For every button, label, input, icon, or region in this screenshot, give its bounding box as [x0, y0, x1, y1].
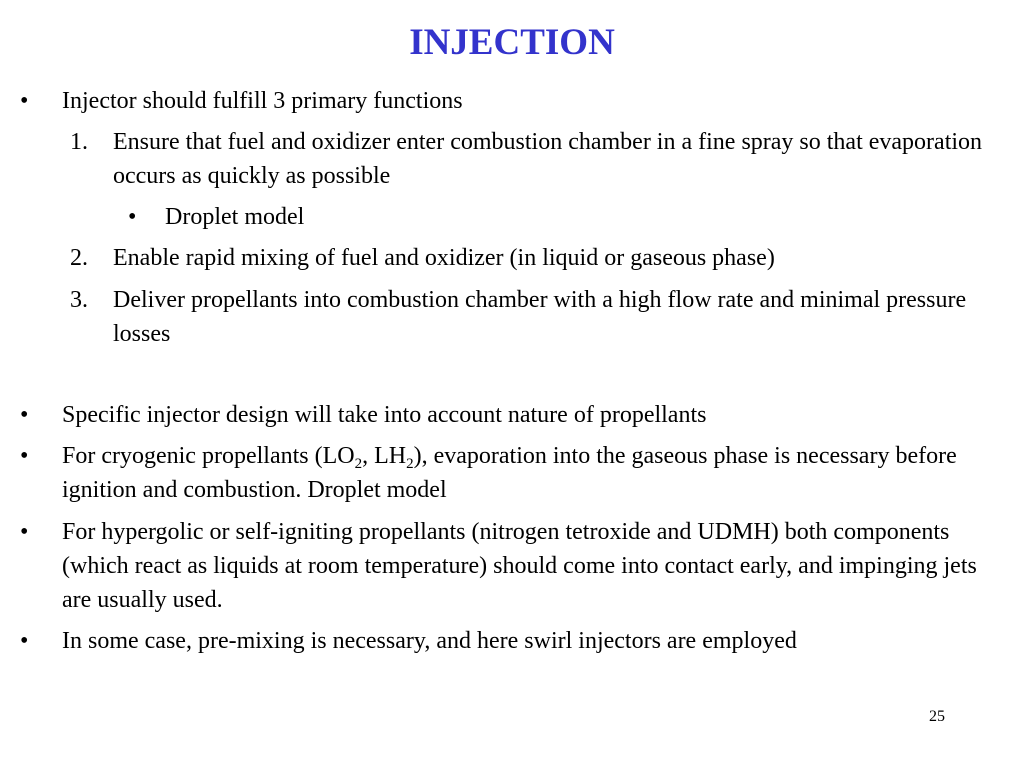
item-text: Ensure that fuel and oxidizer enter combustion chamber in a fine spray so that evaporation occurs as quickly as possible	[113, 129, 983, 189]
sub-bullet-text: Droplet model	[165, 204, 305, 230]
cryogenic-text-part: For cryogenic propellants (LO	[62, 443, 355, 469]
bullet-item-cryogenic	[20, 439, 1010, 507]
bullet-text: Specific injector design will take into account nature of propellants	[62, 402, 707, 428]
page-number: 25	[929, 708, 945, 725]
subscript-2: 2	[354, 456, 363, 472]
bullet-marker: •	[20, 88, 29, 114]
sub-bullet-item-droplet-model	[128, 200, 1008, 234]
item-number: 3.	[70, 287, 88, 313]
cryogenic-text-part: , LH	[362, 443, 407, 469]
bullet-marker: •	[20, 519, 29, 545]
item-text: Enable rapid mixing of fuel and oxidizer (in liquid or gaseous phase)	[113, 245, 775, 271]
bullet-text: For hypergolic or self-igniting propellants (nitrogen tetroxide and UDMH) both components (which react as liquids at room temperature) should come into contact early, and impinging jets are usually used.	[62, 519, 977, 613]
bullet-item-specific-design	[20, 398, 1010, 432]
bullet-item-hypergolic	[20, 515, 1010, 617]
item-number: 2.	[70, 245, 88, 271]
bullet-item-primary-functions	[20, 84, 1010, 118]
bullet-marker: •	[20, 402, 29, 428]
cryogenic-text-part: ), evaporation into the gaseous phase is necessary before ignition and combustion. Droplet model	[62, 443, 957, 503]
bullet-text: In some case, pre-mixing is necessary, and here swirl injectors are employed	[62, 628, 797, 654]
numbered-item-3	[70, 283, 1010, 351]
bullet-item-premixing	[20, 624, 1010, 658]
bullet-text	[62, 439, 1010, 507]
bullet-text: Injector should fulfill 3 primary functions	[62, 88, 463, 114]
sub-bullet-marker: •	[128, 204, 137, 230]
bullet-marker: •	[20, 628, 29, 654]
numbered-item-1	[70, 125, 1010, 193]
item-text: Deliver propellants into combustion chamber with a high flow rate and minimal pressure losses	[113, 287, 967, 347]
bullet-marker: •	[20, 443, 29, 469]
numbered-item-2	[70, 241, 1010, 275]
slide-title: INJECTION	[409, 22, 615, 63]
item-number: 1.	[70, 129, 88, 155]
subscript-2: 2	[406, 456, 414, 472]
